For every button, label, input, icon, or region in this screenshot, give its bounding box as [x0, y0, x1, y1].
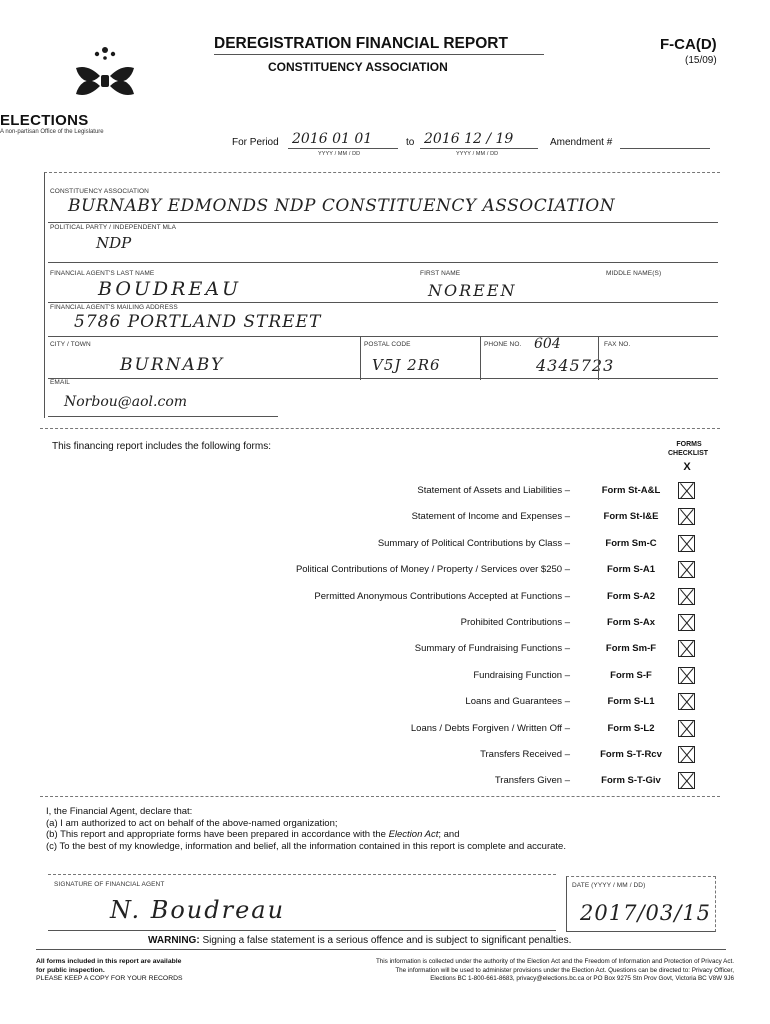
footer-left-1: All forms included in this report are available [36, 958, 182, 965]
phone-area: 604 [534, 336, 561, 352]
entity-bottom-dash [40, 428, 720, 429]
form-version: (15/09) [685, 55, 717, 66]
form-description: Loans / Debts Forgiven / Written Off – [410, 722, 570, 734]
warning [148, 935, 571, 946]
form-code-label: Form St-I&E [603, 511, 659, 523]
form-description: Transfers Received – [480, 749, 570, 760]
checklist-checkbox[interactable] [678, 561, 695, 578]
checklist-row [200, 535, 710, 555]
city-value: BURNABY [120, 355, 225, 375]
checklist-row [200, 508, 710, 528]
checklist-header-checklist: CHECKLIST [667, 450, 709, 457]
form-description: Prohibited Contributions – [460, 617, 570, 628]
footer-right-3: Elections BC 1-800-661-8683, privacy@elections.bc.ca or PO Box 9275 Stn Prov Govt, Victoria BC V8W 9J6 [430, 975, 734, 982]
checklist-checkbox[interactable] [678, 614, 695, 631]
checklist-row [200, 667, 710, 687]
name-line [48, 302, 718, 303]
period-end: 2016 12 / 19 [424, 131, 514, 147]
declaration-c: (c) To the best of my knowledge, information and belief, all the information contained in this report is complete and accurate. [46, 840, 566, 852]
checklist-checkbox[interactable] [678, 746, 695, 763]
period-end-hint: YYYY / MM / DD [456, 151, 499, 157]
amendment-label: Amendment # [550, 137, 613, 148]
form-code-label: Form S-L1 [607, 696, 655, 708]
declaration-b: (b) This report and appropriate forms have been prepared in accordance with the Election Act; and [46, 829, 460, 840]
checklist-row [200, 614, 710, 634]
form-description: Summary of Fundraising Functions – [414, 643, 570, 655]
checklist-checkbox[interactable] [678, 482, 695, 499]
checklist-checkbox[interactable] [678, 693, 695, 710]
phone-value: 4345723 [536, 356, 615, 375]
period-end-line [420, 148, 538, 149]
checklist-row [200, 640, 710, 660]
form-code-label: Form S-F [610, 669, 652, 681]
signature-line [48, 930, 556, 931]
declaration-a: (a) I am authorized to act on behalf of the above-named organization; [46, 817, 338, 829]
middle-name-label: MIDDLE NAME(S) [606, 270, 662, 277]
checklist-header-mark: X [683, 461, 691, 473]
footer-left-2: for public inspection. [36, 966, 105, 974]
association-value: BURNABY EDMONDS NDP CONSTITUENCY ASSOCIATION [68, 196, 616, 216]
form-description: Political Contributions of Money / Property / Services over $250 – [295, 564, 570, 576]
party-value: NDP [96, 234, 132, 252]
report-subtitle: CONSTITUENCY ASSOCIATION [268, 60, 448, 74]
form-code-label: Form S-L2 [607, 722, 655, 734]
elections-logo [62, 38, 148, 118]
warning-text: Signing a false statement is a serious offence and is subject to significant penalties. [202, 935, 572, 946]
warning-label: WARNING: [148, 935, 200, 946]
form-description: Fundraising Function – [473, 669, 570, 681]
fax-label: FAX NO. [604, 341, 631, 348]
address-line [48, 336, 718, 337]
form-description: Permitted Anonymous Contributions Accepted at Functions – [314, 590, 570, 602]
footer-right [238, 958, 734, 984]
signature-value: N. Boudreau [110, 896, 286, 924]
warning-line [36, 949, 726, 950]
email-value: Norbou@aol.com [64, 394, 188, 410]
city-line [48, 378, 718, 379]
phone-label: PHONE NO. [484, 341, 522, 348]
checklist-row [200, 772, 710, 792]
org-name: ELECTIONS [0, 112, 89, 129]
form-code-label: Form S-A1 [606, 564, 656, 576]
report-title: DEREGISTRATION FINANCIAL REPORT [214, 35, 508, 52]
footer-left-3: PLEASE KEEP A COPY FOR YOUR RECORDS [36, 975, 183, 982]
period-start: 2016 01 01 [292, 131, 373, 147]
checklist-bottom-dash [40, 796, 720, 797]
date-value: 2017/03/15 [580, 901, 712, 925]
form-description: Loans and Guarantees – [465, 696, 570, 708]
date-label: DATE (YYYY / MM / DD) [572, 882, 646, 889]
checklist-checkbox[interactable] [678, 667, 695, 684]
postal-value: V5J 2R6 [372, 356, 441, 374]
form-code-label: Form S-T-Rcv [600, 749, 662, 760]
postal-label: POSTAL CODE [364, 341, 411, 348]
checklist-row [200, 482, 710, 502]
declaration-block [46, 806, 726, 852]
checklist-row [200, 746, 710, 766]
form-code-label: Form S-A2 [606, 590, 656, 602]
period-start-line [288, 148, 398, 149]
checklist-row [200, 720, 710, 740]
last-name-label: FINANCIAL AGENT'S LAST NAME [50, 270, 155, 277]
first-name-value: NOREEN [428, 281, 517, 300]
checklist-header-forms: FORMS [676, 441, 702, 448]
checklist-row [200, 561, 710, 581]
form-code-label: Form S-Ax [606, 617, 656, 628]
title-underline [214, 54, 544, 55]
checklist-checkbox[interactable] [678, 772, 695, 789]
declaration-intro: I, the Financial Agent, declare that: [46, 806, 193, 817]
footer-left [36, 958, 183, 984]
checklist-checkbox[interactable] [678, 640, 695, 657]
form-code-label: Form Sm-C [605, 537, 657, 549]
party-line [48, 262, 718, 263]
checklist-checkbox[interactable] [678, 508, 695, 525]
signature-label: SIGNATURE OF FINANCIAL AGENT [54, 881, 165, 888]
email-label: EMAIL [50, 379, 71, 386]
phone-divider [480, 336, 481, 380]
email-line [48, 416, 278, 417]
period-label: For Period [232, 137, 279, 148]
party-label: POLITICAL PARTY / INDEPENDENT MLA [50, 224, 177, 231]
checklist-checkbox[interactable] [678, 720, 695, 737]
association-line [48, 222, 718, 223]
footer-right-2: The information will be used to administer provisions under the Election Act. Questions can be directed to: Privacy Officer, [395, 966, 734, 974]
last-name-value: BOUDREAU [98, 278, 242, 300]
form-code-label: Form Sm-F [605, 643, 657, 655]
address-value: 5786 PORTLAND STREET [74, 312, 322, 332]
form-code: F-CA(D) [660, 36, 717, 53]
form-description: Statement of Assets and Liabilities – [417, 485, 570, 496]
city-label: CITY / TOWN [50, 341, 91, 348]
first-name-label: FIRST NAME [420, 270, 461, 277]
form-description: Statement of Income and Expenses – [411, 511, 570, 523]
postal-divider [360, 336, 361, 380]
org-tagline: A non-partisan Office of the Legislature [0, 129, 104, 135]
period-to-label: to [406, 137, 415, 148]
fax-divider [598, 336, 599, 380]
footer-right-1: This information is collected under the authority of the Election Act and the Freedom of Information and Protection of Privacy Act. [375, 958, 734, 965]
form-description: Summary of Political Contributions by Class – [377, 537, 570, 549]
checklist-checkbox[interactable] [678, 588, 695, 605]
elections-logo-icon [62, 38, 148, 118]
form-code-label: Form S-T-Giv [601, 775, 661, 787]
checklist-checkbox[interactable] [678, 535, 695, 552]
association-label: CONSTITUENCY ASSOCIATION [50, 188, 149, 195]
checklist-intro: This financing report includes the following forms: [52, 441, 271, 452]
amendment-line [620, 148, 710, 149]
period-start-hint: YYYY / MM / DD [318, 151, 361, 157]
address-label: FINANCIAL AGENT'S MAILING ADDRESS [50, 304, 178, 311]
checklist-row [200, 693, 710, 713]
checklist-row [200, 588, 710, 608]
form-description: Transfers Given – [494, 775, 570, 787]
form-code-label: Form St-A&L [601, 485, 661, 496]
